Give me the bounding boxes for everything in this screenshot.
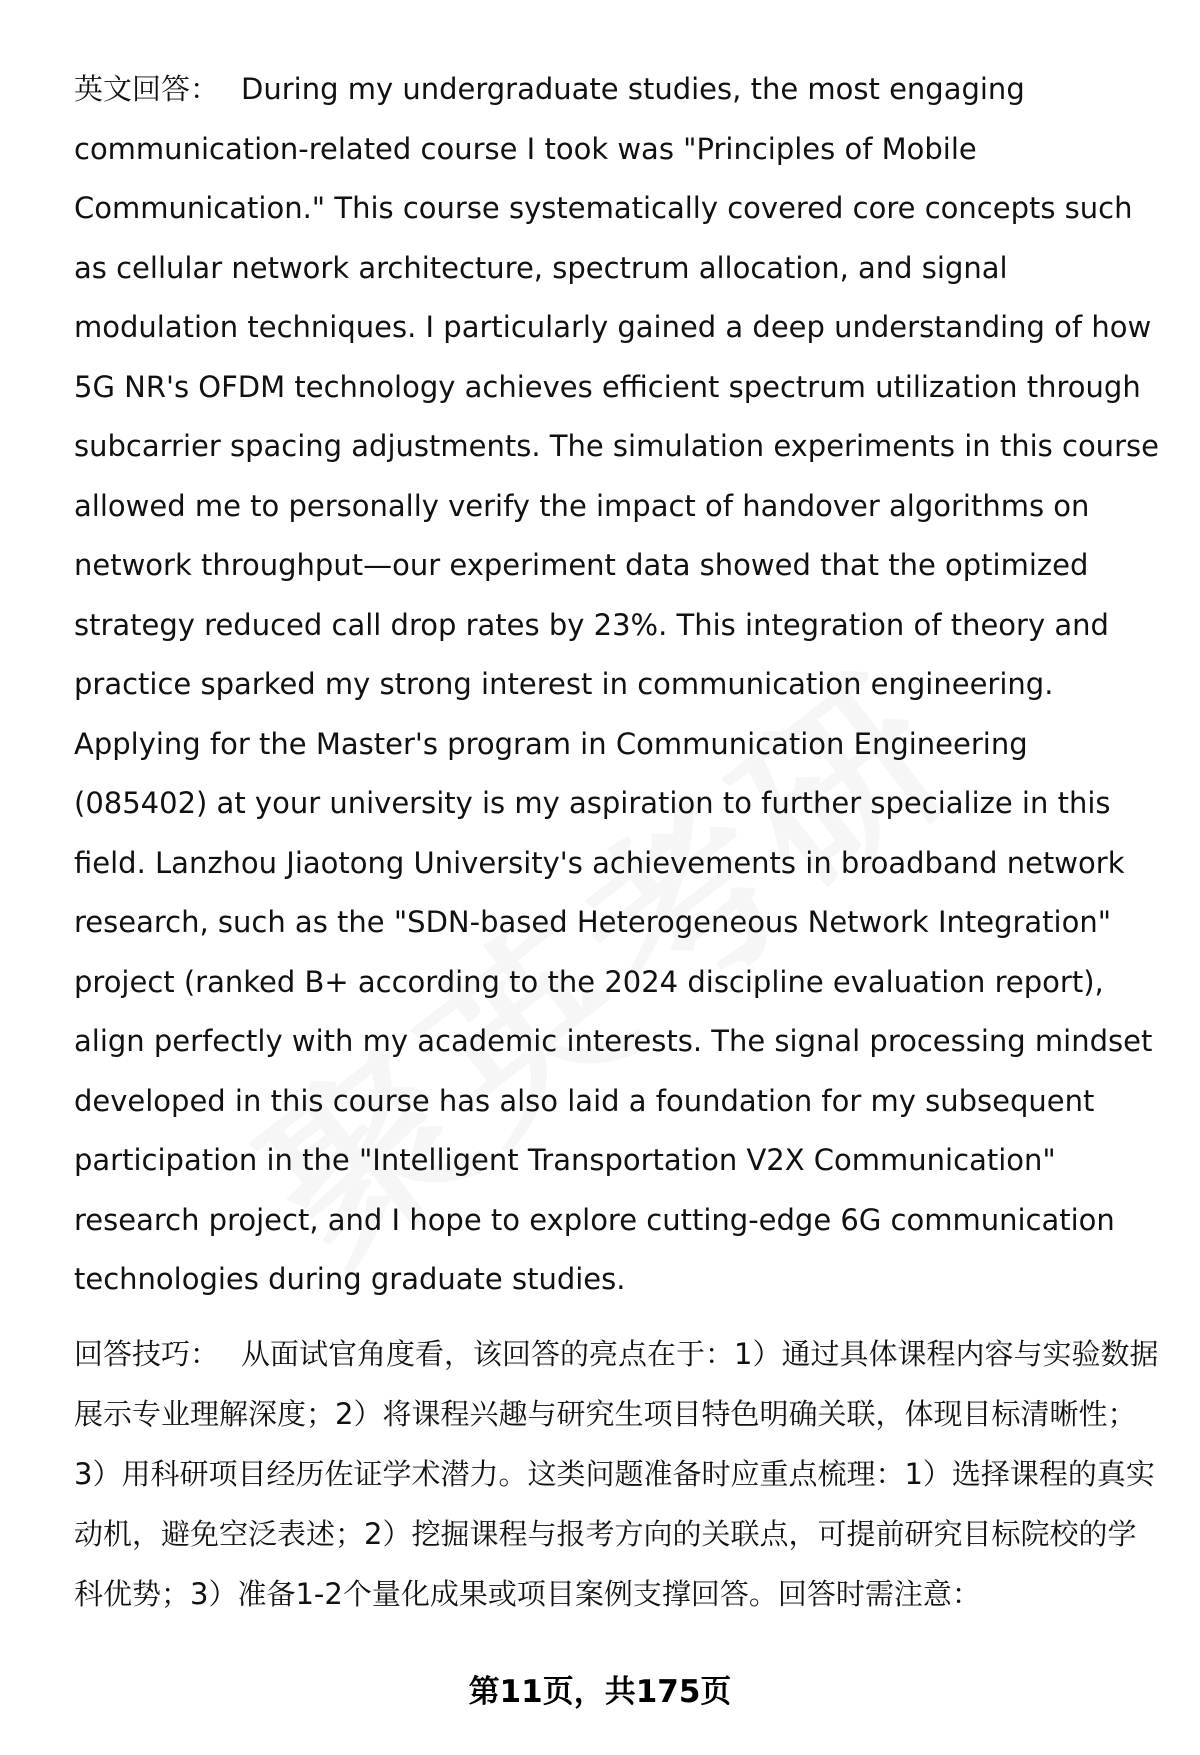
page-content	[74, 60, 1164, 1624]
answer-tips-label: 回答技巧：	[74, 1336, 220, 1371]
page-number: 第11页，共175页	[468, 1674, 732, 1710]
english-answer-label: 英文回答：	[74, 72, 220, 106]
english-answer-text: During my undergraduate studies, the most engaging communication-related course I took was "Principles of Mobile Communication." This course systematically covered core concepts such as cellular network architecture, spectrum allocation, and signal modulation techniques. I particularly gained a deep understanding of how 5G NR's OFDM technology achieves efficient spectrum utilization through subcarrier spacing adjustments. The simulation experiments in this course allowed me to personally verify the impact of handover algorithms on network throughput—our experiment data showed that the optimized strategy reduced call drop rates by 23%. This integration of theory and practice sparked my strong interest in communication engineering. Applying for the Master's program in Communication Engineering (085402) at your university is my aspiration to further specialize in this field. Lanzhou Jiaotong University's achievements in broadband network research, such as the "SDN-based Heterogeneous Network Integration" project (ranked B+ according to the 2024 discipline evaluation report), align perfectly with my academic interests. The signal processing mindset developed in this course has also laid a foundation for my subsequent participation in the "Intelligent Transportation V2X Communication" research project, and I hope to explore cutting-edge 6G communication technologies during graduate studies.	[74, 72, 1159, 1296]
answer-tips-paragraph	[74, 1324, 1164, 1624]
answer-tips-text: 从面试官角度看，该回答的亮点在于：1）通过具体课程内容与实验数据展示专业理解深度；2）将课程兴趣与研究生项目特色明确关联，体现目标清晰性；3）用科研项目经历佐证学术潜力。这类问题准备时应重点梳理：1）选择课程的真实动机，避免空泛表述；2）挖掘课程与报考方向的关联点，可提前研究目标院校的学科优势；3）准备1-2个量化成果或项目案例支撑回答。回答时需注意：	[74, 1336, 1159, 1611]
english-answer-paragraph	[74, 60, 1164, 1310]
